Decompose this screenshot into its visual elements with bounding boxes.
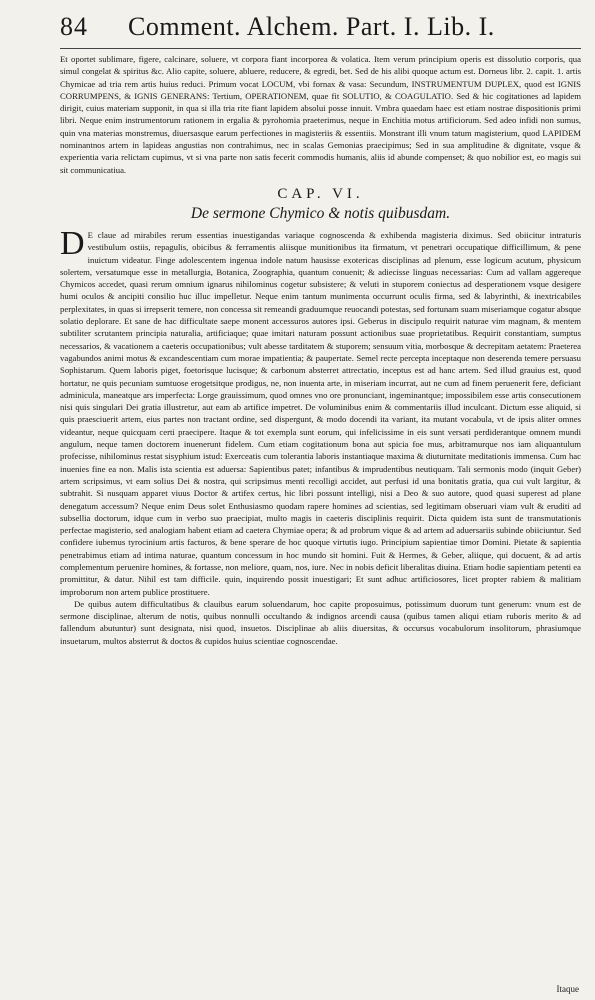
header-rule [60, 48, 581, 49]
page-header [60, 8, 581, 48]
running-title: Comment. Alchem. Part. I. Lib. I. [128, 12, 495, 41]
chapter-body [60, 224, 581, 647]
page-number: 84 [60, 12, 88, 41]
intro-paragraph: Et oportet sublimare, figere, calcinare, soluere, vt corpora fiant incorporea & volatica. Item verum principium operis est dissolutio corporis, qua simul congelat & spiritus &c. Alio capite, soluere, abluere, reducere, & egredi, bet. Sed de his alibi quoque actum est. Dorneus libr. 2. capit. 1. artis Chymicae ad tria rem artis huius reduci. Primum vocat LOCUM, vbi fornax & vasa: Secundum, INSTRUMENTUM DUPLEX, quod est IGNIS CORRUMPENS, & IGNIS GENERANS: Tertium, OPERATIONEM, quae fit SOLUTIO, & COAGULATIO. Sed & hic cogitationes ad lapidem dirigit, cuius materiam supponit, in qua si illa tria rite fiant lapidem absolui posse innuit. Vmbra quaedam haec est etiam nostrae dispositionis primi libri. Neque enim instrumentorum rationem in ergalia & pyrohomia praeterimus, neque in Enchitia motus artificiorum. Sed adeo infidi non sumus, quin vna materias monstremus, diuersasque earum perfectiones in magisteriis & essentiis. Monstrant illi vnum tatum magisterium, quod LAPIDEM nominantnos artem in lapideas angustias non contrahimus, nec in scalas Gemonias praecipimus; Sed in sua amplitudine & dignitate, vsque & experientia varia relictam cupimus, vt si vna parte non satis fecerit commodis humanis, aliis id abunde compenset; & quo nobilior est, eo magis sui sit communicatiua. [60, 54, 581, 175]
body-paragraph-2: De quibus autem difficultatibus & clauibus earum soluendarum, hoc capite proposuimus, potissimum duorum tunt generum: vnum est de sermone disciplinae, alterum de notis, quibus nonnulli occultando & indignos arcendi causa (quibus tamen aliqui etiam ruboris merito & ad fallendum abutuntur) sunt designata, nisi quod, insuetos. Disciplinae ab aliis diuersitas, & occursus vocabulorum insolitorum, phrasiumque insuetarum, multos absterrut & doctos & cupidos huius scientiae cognoscendae. [60, 598, 581, 646]
catchword: Itaque [556, 984, 579, 994]
body-paragraph-1-text: E claue ad mirabiles rerum essentias inuestigandas variaque cognoscenda & exhibenda magisteria diximus. Sed obiicitur intraturis vestibulum ostiis, repagulis, obicibus & ferramentis aliisque munitionibus ita firmatum, vt penetrari occupatique difficillimum, & pene inuictum videatur. Finge adolescentem ingenua indole natum hausisse exotericas disciplinas ad plenum, esse logicum acutum, physicum solertem, versatumque esse in metallurgia, Botanica, Zoographia, quantum conuenit; & adiecisse linguas necessarias: Cum ad vallam aggereque Chymicos accedet, quasi rerum omnium ignarus nihilominus cogetur subsistere; & veluti in stuporem coniectus ad desperationem vsque desigere humi oculos & ancipiti consilio huc illuc impelletur. Neque enim tantum munimenta occurrunt oculis firma, sed & labyrinthi, & inextricabiles perplexitates, in quas si irrepserit temere, non concessa sit remeandi graduumque reuocandi potestas, sed fortunam suam miseriamque cogatur absque solatio deplorare. Et sane de hac difficultate saepe monent accessuros autores ipsi. Geberus in discipulo requirit naturae vim magnam, & mentem subtiliter scrutantem principia naturalia, artificiaque; quae imitari naturam possunt actionibus suae proprietatibus. Requirit constantiam, sumptus necessarios, & vacationem a caeteris occupationibus; vult abesse tarditatem & stuporem; sensuum vitia, morbosque & decrepitam aetatem: Praeterea vagabundos animi motus & excandescentiam cum morae impatientia; & paupertate. Semel recte percepta inceptaque non deserenda temere persuasu Sophistarum. Quem laboris piget, foetorisque lucisque; & carbonum absterret attrectatio, inceptus est ad hanc artem. Sed illud grauius est, quod hortatur, ne quis pecuniam sumtuose erogetsitque prodigus, ne, non inuenta arte, in miseriam incurrat, aut ne cum ad finem peruenerit fere, deficiant adminicula, maneatque ars imperfecta: Lorge grauissimum, quod omnes vno ore pronunciant, ingeminantque; impossibilem esse artis consecutionem nisi quis singulari Dei gratia illustretur, aut eam ab artifice impetret. De voluminibus enim & commentariis illud inculcant. Dictum esse aliquid, si quis praesciuerit artem, eius partes non tractant ordine, sed dispergunt, & modo docendi ita variant, ita mutant vocabula, vt de ipsis aliter omnes videantur, neque quicquam certi praecipere. Itaque & tot exempla sunt eorum, qui infelicissime in eis sunt versati perdiderantque omnem mundi angulum, neque tamen doctorem inuenerunt fidelem. Cum etiam cogitationum bona aut spicia foe mus, arbitramurque nos iam aliquantulum profecisse, nihilominus restat sisyphium istud: Exerceatis cum tolerantia laboris instantiaque maxima & diuturnitate meditationis immensa. Cum hac inuenies fine ea non. Malis ista scientia est aduersa: Sapientibus patet; infantibus & imprudentibus neutiquam. Tali sermonis modo (inquit Geber) artem scripsimus, vt eam solius Dei & nostra, qui scripsimus menti recolligi accidet, aut perfusi id una bonitatis gratia, qua cui vult largitur, & subtrahit. Si nusquam apparet viuus Doctor & artifex certus, hic libri possunt intelligi, nisi a Deo & suo autore, quod quasi superest ad plane denegatum accessum? Neque enim Deus solet Enthusiasmo quodam rapere homines ad scientias, sed legitimam obseruari viam vult & eruditi ad subsellia doctorum, idque cum in verbo suo praecipiat, multo magis in caeteris disciplinis requirit. Dicta quidem ista sunt de transmutationis perfectae magisterio, sed analogiam habent etiam ad caetera Chymiae opera; & ad probrum vique & ad artem ad aduersariis subinde obiiciuntur. Sed confidere iubemus tyrocinium artis facturos, & bene sperare de hoc quoque virtutis iugo. Principium sapientiae timor Domini. Pietate & sapientia penetrabimus etiam ad intima naturae, quantum concessum in hoc mundo sit homini. Fuit & Hermes, & Geber, aliique, qui docuent, & ad artis complementum peruenire homines, & fortasse, non meliore, quam, nos, iure. Nec in nobis deficit liberalitas diuina. Etiam hodie sapientiam petenti ea promittitur, & datur. Nihil est tam difficile. quin, inquirendo possit inuestigari; Et sunt adhuc artificiosores, licet propter rabiem & malitiam improborum non artem publice prostituere. [60, 229, 581, 597]
body-paragraph-1 [60, 224, 581, 598]
drop-cap: D [60, 224, 85, 262]
chapter-heading: CAP. VI. [277, 185, 364, 202]
chapter-subtitle: De sermone Chymico & notis quibusdam. [190, 204, 451, 222]
